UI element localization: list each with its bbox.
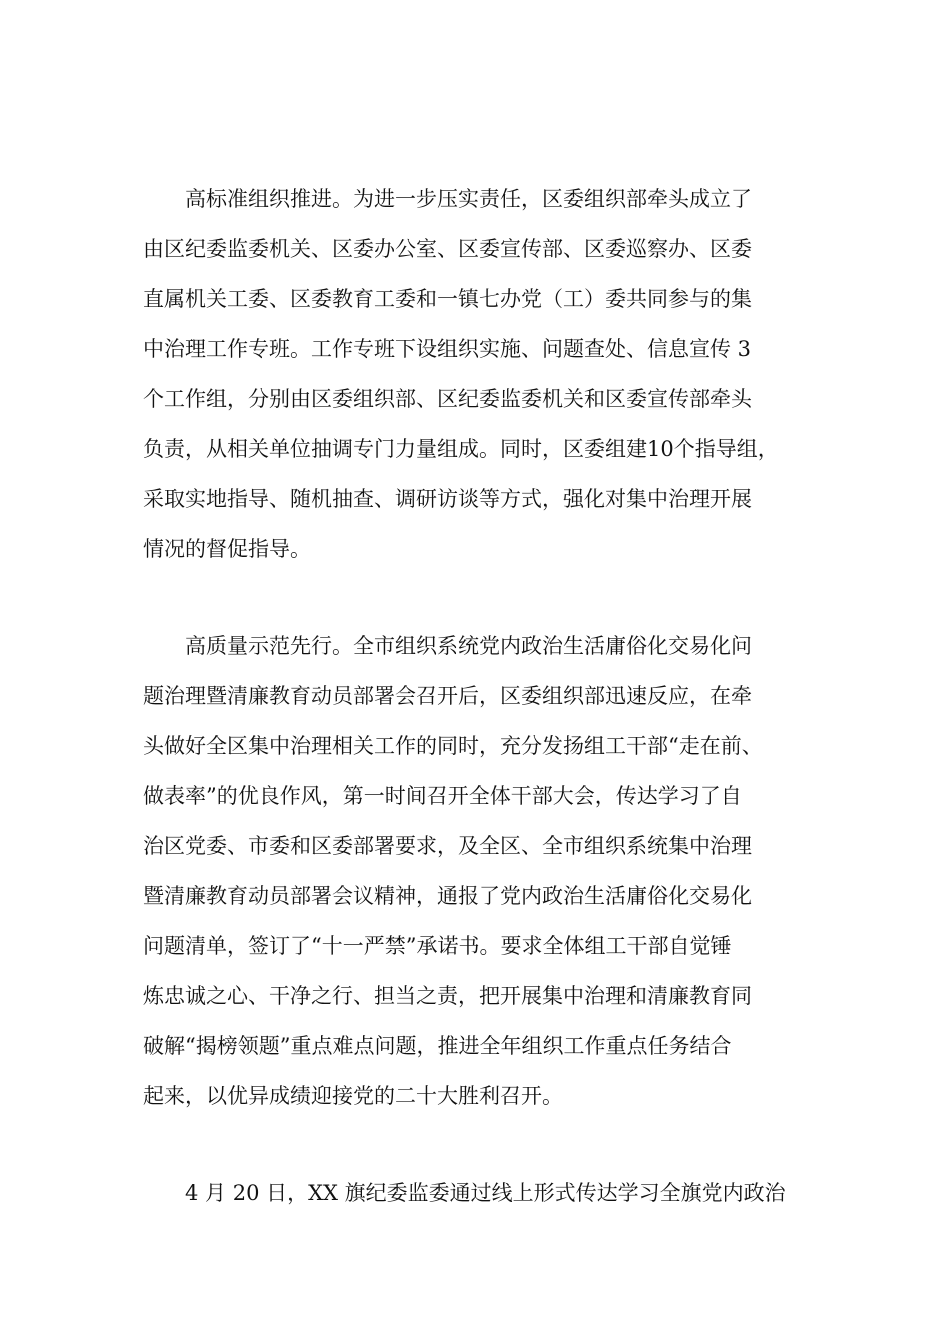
text-line: 破解“揭榜领题”重点难点问题，推进全年组织工作重点任务结合: [143, 1034, 732, 1058]
paragraph-demonstration: [143, 621, 808, 1121]
text-line: 直属机关工委、区委教育工委和一镇七办党（工）委共同参与的集: [143, 287, 752, 311]
text-line: 暨清廉教育动员部署会议精神，通报了党内政治生活庸俗化交易化: [143, 884, 752, 908]
text-line: 由区纪委监委机关、区委办公室、区委宣传部、区委巡察办、区委: [143, 237, 752, 261]
text-line: 炼忠诚之心、干净之行、担当之责，把开展集中治理和清廉教育同: [143, 984, 752, 1008]
text-line: 采取实地指导、随机抽查、调研访谈等方式，强化对集中治理开展: [143, 487, 752, 511]
text-line: 治区党委、市委和区委部署要求，及全区、全市组织系统集中治理: [143, 834, 752, 858]
text-line: 问题清单，签订了“十一严禁”承诺书。要求全体组工干部自觉锤: [143, 934, 732, 958]
paragraph-organization: [143, 174, 808, 574]
text-line: 中治理工作专班。工作专班下设组织实施、问题查处、信息宣传 3: [143, 337, 752, 361]
text-line: 头做好全区集中治理相关工作的同时，充分发扬组工干部“走在前、: [143, 734, 763, 758]
text-line: 高质量示范先行。全市组织系统党内政治生活庸俗化交易化问: [185, 634, 752, 658]
text-line: 做表率”的优良作风，第一时间召开全体干部大会，传达学习了自: [143, 784, 742, 808]
text-line: 负责，从相关单位抽调专门力量组成。同时，区委组建10个指导组，: [143, 437, 779, 461]
text-line: 起来，以优异成绩迎接党的二十大胜利召开。: [143, 1084, 563, 1108]
text-line: 4 月 20 日，XX 旗纪委监委通过线上形式传达学习全旗党内政治: [185, 1181, 786, 1205]
text-line: 高标准组织推进。为进一步压实责任，区委组织部牵头成立了: [185, 187, 752, 211]
text-line: 情况的督促指导。: [143, 537, 311, 561]
text-line: 题治理暨清廉教育动员部署会召开后，区委组织部迅速反应，在牵: [143, 684, 752, 708]
paragraph-april-20: [143, 1168, 808, 1218]
text-line: 个工作组，分别由区委组织部、区纪委监委机关和区委宣传部牵头: [143, 387, 752, 411]
